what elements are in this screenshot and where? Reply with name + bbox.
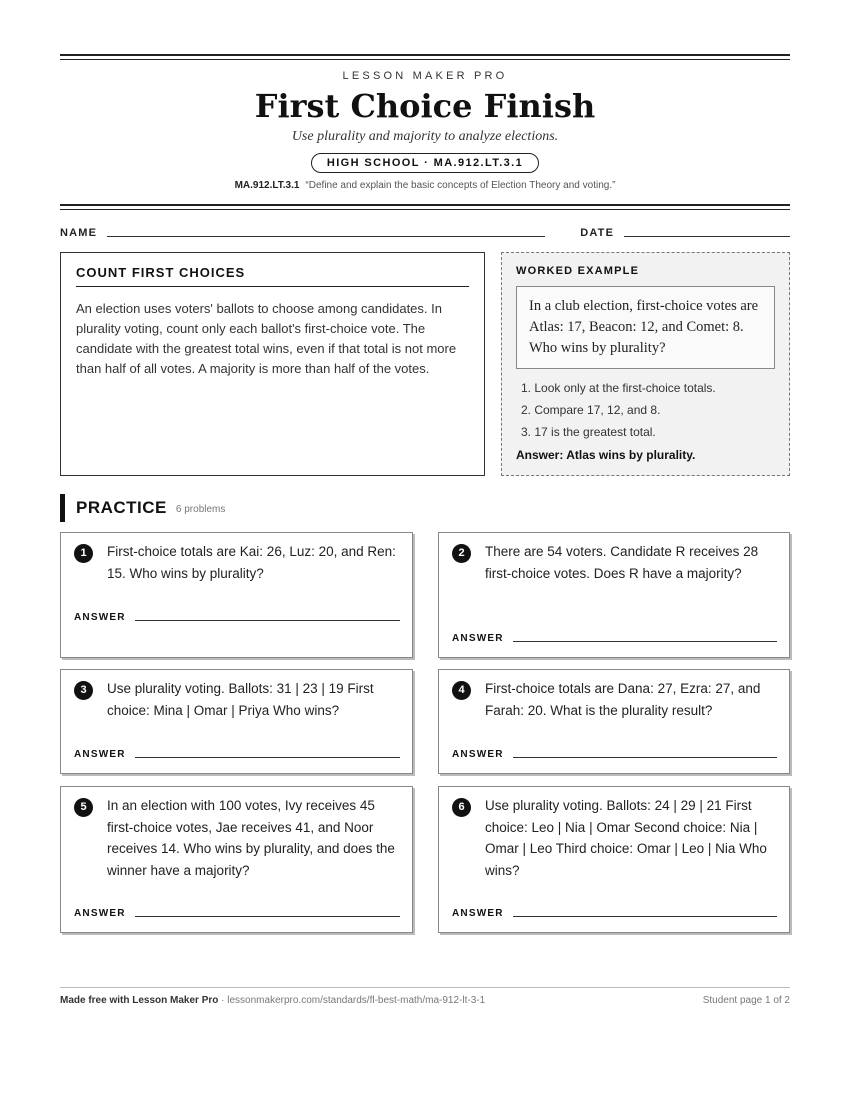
answer-field[interactable] — [513, 641, 777, 642]
footer-url[interactable]: · lessonmakerpro.com/standards/fl-best-math/ma-912-lt-3-1 — [218, 995, 486, 1006]
answer-field[interactable] — [135, 916, 400, 917]
answer-row — [452, 908, 777, 919]
concept-body: An election uses voters' ballots to choose among candidates. In plurality voting, count only each ballot's first-choice vote. The candidate with the greatest total wins, even if that total is not more than half of all votes. A majority is more than half of the votes. — [76, 301, 457, 376]
answer-field[interactable] — [135, 620, 400, 621]
footer-page-number: Student page 1 of 2 — [702, 995, 790, 1006]
footer-credit — [60, 995, 485, 1006]
answer-row — [452, 749, 777, 760]
concept-box — [60, 252, 485, 476]
brand-name: LESSON MAKER PRO — [342, 70, 508, 82]
problem-number-badge: 2 — [452, 544, 471, 563]
practice-header — [60, 494, 790, 522]
answer-row — [74, 749, 400, 760]
problem-text: First-choice totals are Kai: 26, Luz: 20, and Ren: 15. Who wins by plurality? — [107, 544, 396, 581]
practice-grid — [60, 532, 790, 934]
footer-made-with: Made free with Lesson Maker Pro — [60, 995, 219, 1006]
answer-field[interactable] — [513, 916, 777, 917]
page-footer — [60, 987, 790, 1006]
problem-card-4 — [438, 669, 790, 774]
answer-field[interactable] — [513, 757, 777, 758]
name-field[interactable] — [107, 235, 545, 237]
problem-number-badge: 3 — [74, 681, 93, 700]
page-subtitle: Use plurality and majority to analyze elections. — [291, 129, 559, 144]
answer-label: ANSWER — [452, 908, 504, 919]
answer-field[interactable] — [135, 757, 400, 758]
standard-line — [60, 180, 790, 191]
problem-text: There are 54 voters. Candidate R receives 28 first-choice votes. Does R have a majority? — [485, 544, 759, 581]
problem-number-badge: 5 — [74, 798, 93, 817]
practice-count: 6 problems — [175, 504, 226, 515]
answer-label: ANSWER — [74, 749, 126, 760]
problem-text: In an election with 100 votes, Ivy receives 45 first-choice votes, Jae receives 41, and Noor receives 14. Who wins by plurality, and does the winner have a majority? — [107, 798, 395, 878]
answer-label: ANSWER — [452, 633, 504, 644]
example-problem: In a club election, first-choice votes are Atlas: 17, Beacon: 12, and Comet: 8. Who wins by plurality? — [516, 286, 775, 369]
problem-number-badge: 1 — [74, 544, 93, 563]
problem-card-2 — [438, 532, 790, 658]
answer-row — [74, 908, 400, 919]
answer-label: ANSWER — [74, 908, 126, 919]
header-bottom-rule — [60, 204, 790, 210]
date-field[interactable] — [624, 235, 790, 237]
problem-card-3 — [60, 669, 413, 774]
header-top-rule — [60, 54, 790, 60]
example-step: 1. Look only at the first-choice totals. — [521, 381, 716, 395]
page-title: First Choice Finish — [254, 87, 596, 125]
problem-text: First-choice totals are Dana: 27, Ezra: 27, and Farah: 20. What is the plurality result? — [485, 681, 761, 718]
example-step: 3. 17 is the greatest total. — [521, 425, 656, 439]
level-badge: HIGH SCHOOL · MA.912.LT.3.1 — [311, 153, 539, 173]
answer-label: ANSWER — [452, 749, 504, 760]
example-steps — [516, 377, 775, 443]
answer-row — [452, 633, 777, 644]
worked-example-box — [501, 252, 790, 476]
problem-number-badge: 6 — [452, 798, 471, 817]
problem-number-badge: 4 — [452, 681, 471, 700]
problem-card-5 — [60, 786, 413, 933]
intro-boxes — [60, 252, 790, 476]
problem-text: Use plurality voting. Ballots: 24 | 29 | 21 First choice: Leo | Nia | Omar Second choice: Nia | Omar | Leo Third choice: Omar | Leo | Nia Who wins? — [485, 798, 767, 878]
name-date-row — [60, 227, 790, 239]
practice-accent-bar — [60, 494, 65, 522]
worksheet-page — [60, 54, 790, 934]
problem-card-1 — [60, 532, 413, 658]
concept-heading: COUNT FIRST CHOICES — [76, 265, 469, 287]
practice-title: PRACTICE — [76, 498, 167, 517]
problem-card-6 — [438, 786, 790, 933]
standard-code: MA.912.LT.3.1 — [234, 180, 300, 191]
answer-row — [74, 612, 400, 623]
name-label: NAME — [60, 227, 98, 239]
answer-label: ANSWER — [74, 612, 126, 623]
example-step: 2. Compare 17, 12, and 8. — [521, 403, 661, 417]
date-label: DATE — [580, 227, 615, 239]
example-answer: Answer: Atlas wins by plurality. — [516, 448, 696, 462]
example-heading: WORKED EXAMPLE — [516, 265, 640, 277]
problem-text: Use plurality voting. Ballots: 31 | 23 | 19 First choice: Mina | Omar | Priya Who wins? — [107, 681, 374, 718]
standard-text: “Define and explain the basic concepts of Election Theory and voting.” — [305, 180, 616, 191]
